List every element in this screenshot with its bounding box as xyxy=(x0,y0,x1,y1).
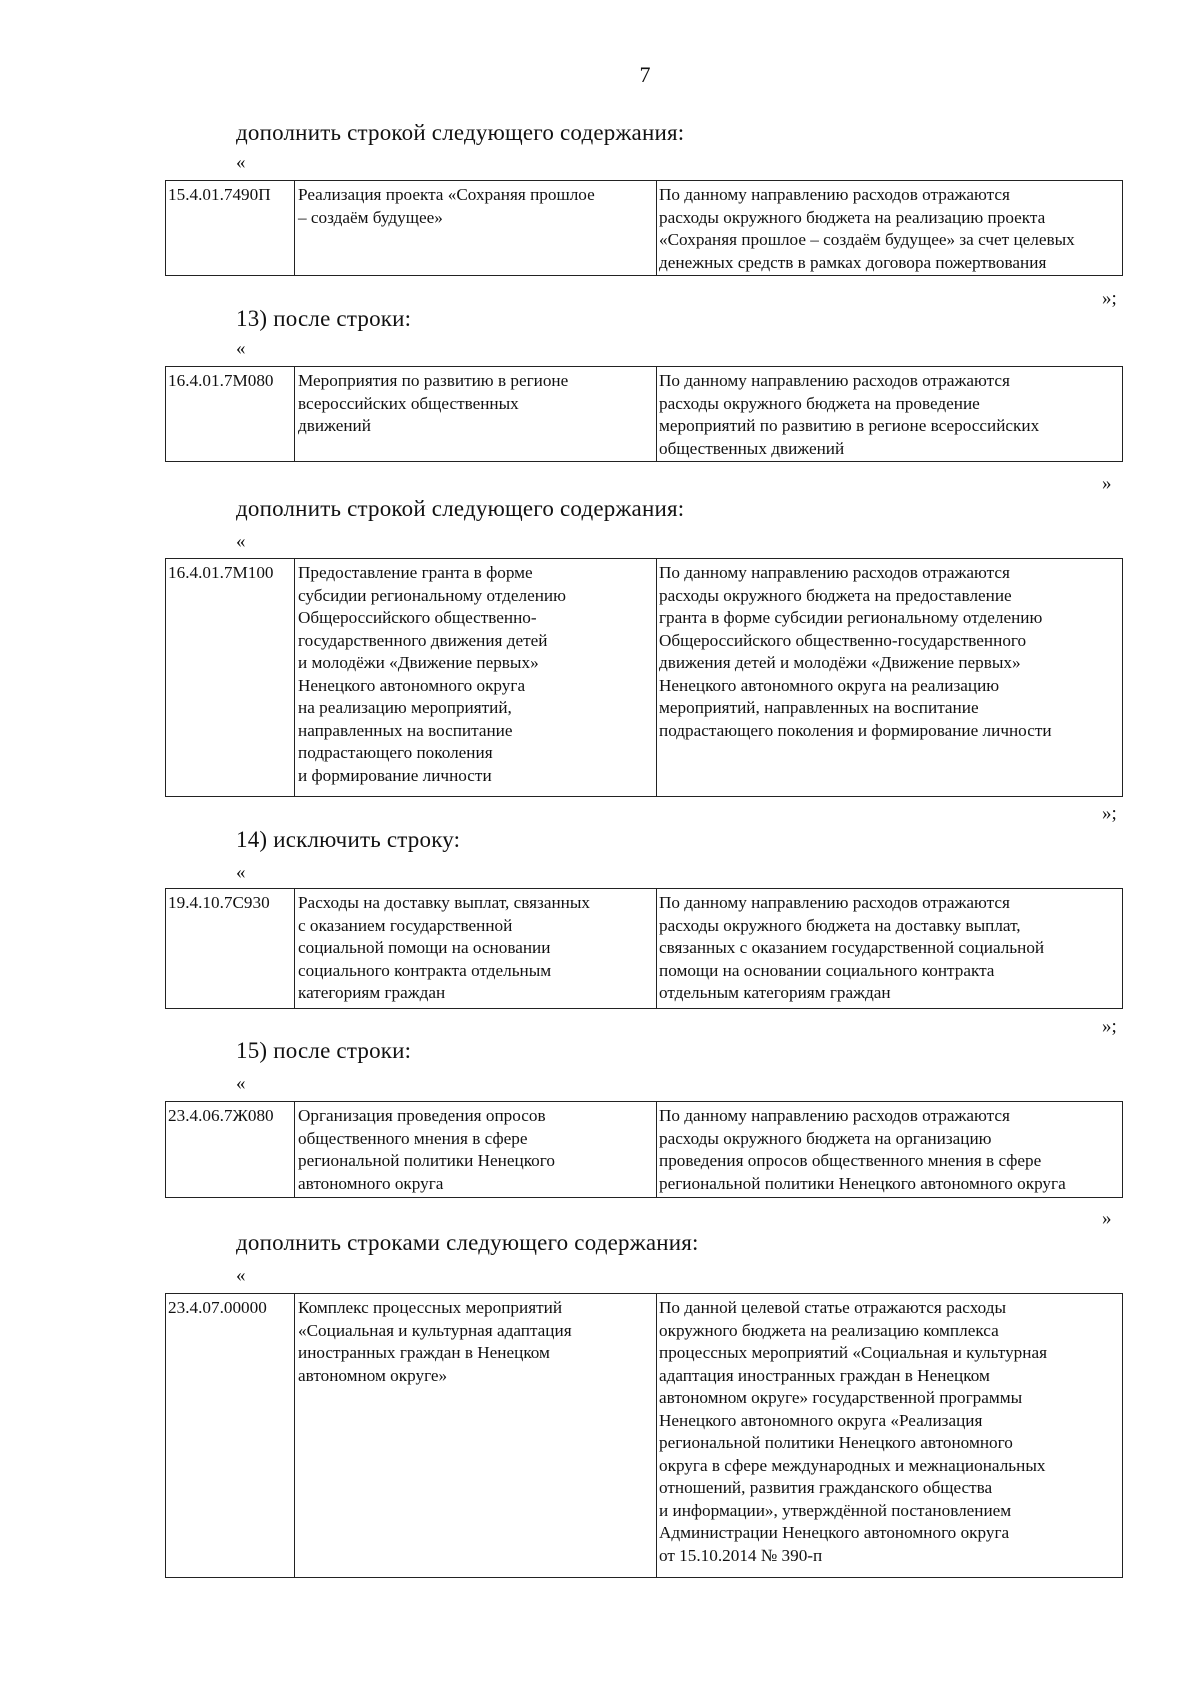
expense-description xyxy=(657,559,1123,797)
budget-row-table xyxy=(165,1293,1123,1578)
close-quote: » xyxy=(1102,473,1112,494)
section-heading: 13) после строки: xyxy=(236,306,412,331)
description-line: проведения опросов общественного мнения в сфере xyxy=(659,1151,1042,1170)
table-row xyxy=(166,1294,1123,1578)
name-line: и молодёжи «Движение первых» xyxy=(298,653,539,672)
description-line: расходы окружного бюджета на проведение xyxy=(659,393,980,413)
description-line: региональной политики Ненецкого автономного округа xyxy=(659,1173,1066,1193)
description-line: «Сохраняя прошлое – создаём будущее» за счет целевых xyxy=(659,230,1075,249)
description-line: расходы окружного бюджета на организацию xyxy=(659,1128,992,1148)
section-heading: дополнить строками следующего содержания: xyxy=(236,1230,699,1255)
target-article-name xyxy=(295,559,657,797)
description-line: По данной целевой статье отражаются расходы xyxy=(659,1298,1007,1317)
target-article-code: 16.4.01.7М080 xyxy=(166,367,295,462)
target-article-code: 16.4.01.7М100 xyxy=(166,559,295,797)
table-row xyxy=(166,367,1123,462)
description-line: общественных движений xyxy=(659,438,845,458)
name-line: Предоставление гранта в форме xyxy=(298,563,533,582)
open-quote: « xyxy=(236,531,246,552)
close-quote: » xyxy=(1102,1208,1112,1229)
budget-row-table xyxy=(165,888,1123,1009)
budget-row-table xyxy=(165,366,1123,462)
description-line: помощи на основании социального контракта xyxy=(659,960,995,980)
name-line: подрастающего поколения xyxy=(298,743,493,762)
name-line: «Социальная и культурная адаптация xyxy=(298,1320,572,1340)
description-line: денежных средств в рамках договора пожертвования xyxy=(659,252,1047,272)
open-quote: « xyxy=(236,1265,246,1286)
section-heading: дополнить строкой следующего содержания: xyxy=(236,120,685,145)
name-line: – создаём будущее» xyxy=(298,207,443,227)
description-line: региональной политики Ненецкого автономного xyxy=(659,1433,1013,1452)
name-line: движений xyxy=(298,416,371,435)
description-line: и информации», утверждённой постановлением xyxy=(659,1500,1012,1520)
name-line: всероссийских общественных xyxy=(298,393,519,413)
name-line: Реализация проекта «Сохраняя прошлое xyxy=(298,185,595,204)
name-line: субсидии региональному отделению xyxy=(298,585,566,605)
name-line: категориям граждан xyxy=(298,983,446,1002)
table-row xyxy=(166,889,1123,1009)
target-article-code: 23.4.07.00000 xyxy=(166,1294,295,1578)
budget-row-table xyxy=(165,180,1123,276)
target-article-code: 23.4.06.7Ж080 xyxy=(166,1102,295,1198)
section-heading: 15) после строки: xyxy=(236,1038,412,1063)
description-line: процессных мероприятий «Социальная и культурная xyxy=(659,1343,1048,1362)
budget-row-table xyxy=(165,1101,1123,1198)
description-line: По данному направлению расходов отражаются xyxy=(659,893,1010,912)
open-quote: « xyxy=(236,338,246,359)
target-article-code: 15.4.01.7490П xyxy=(166,181,295,276)
name-line: с оказанием государственной xyxy=(298,915,513,935)
name-line: направленных на воспитание xyxy=(298,720,513,740)
close-quote: »; xyxy=(1102,1016,1117,1037)
target-article-name xyxy=(295,1294,657,1578)
description-line: расходы окружного бюджета на предоставление xyxy=(659,585,1012,605)
target-article-name xyxy=(295,181,657,276)
open-quote: « xyxy=(236,1073,246,1094)
description-line: округа в сфере международных и межнациональных xyxy=(659,1455,1046,1475)
table-row xyxy=(166,559,1123,797)
description-line: расходы окружного бюджета на доставку выплат, xyxy=(659,915,1021,935)
name-line: Ненецкого автономного округа xyxy=(298,675,526,695)
description-line: По данному направлению расходов отражаются xyxy=(659,563,1010,582)
budget-row-table xyxy=(165,558,1123,797)
table-row xyxy=(166,181,1123,276)
description-line: адаптация иностранных граждан в Ненецком xyxy=(659,1365,990,1385)
name-line: и формирование личности xyxy=(298,765,492,785)
close-quote: »; xyxy=(1102,803,1117,824)
section-heading: 14) исключить строку: xyxy=(236,827,461,852)
description-line: движения детей и молодёжи «Движение первых» xyxy=(659,653,1021,672)
target-article-code: 19.4.10.7С930 xyxy=(166,889,295,1009)
description-line: автономном округе» государственной программы xyxy=(659,1388,1023,1407)
description-line: гранта в форме субсидии региональному отделению xyxy=(659,608,1043,627)
target-article-name xyxy=(295,889,657,1009)
name-line: Общероссийского общественно- xyxy=(298,608,537,627)
description-line: от 15.10.2014 № 390-п xyxy=(659,1545,823,1565)
description-line: отношений, развития гражданского общества xyxy=(659,1478,993,1497)
name-line: автономного округа xyxy=(298,1173,444,1193)
name-line: социального контракта отдельным xyxy=(298,960,552,980)
name-line: Организация проведения опросов xyxy=(298,1106,546,1125)
description-line: Ненецкого автономного округа на реализацию xyxy=(659,675,1000,695)
name-line: региональной политики Ненецкого xyxy=(298,1151,555,1170)
description-line: По данному направлению расходов отражаются xyxy=(659,371,1010,390)
name-line: государственного движения детей xyxy=(298,630,548,650)
expense-description xyxy=(657,1294,1123,1578)
expense-description xyxy=(657,889,1123,1009)
description-line: Общероссийского общественно-государственного xyxy=(659,630,1027,650)
description-line: подрастающего поколения и формирование личности xyxy=(659,720,1052,740)
page-number: 7 xyxy=(639,62,651,87)
description-line: По данному направлению расходов отражаются xyxy=(659,1106,1010,1125)
section-heading: дополнить строкой следующего содержания: xyxy=(236,496,685,521)
description-line: Администрации Ненецкого автономного округа xyxy=(659,1523,1010,1542)
description-line: связанных с оказанием государственной социальной xyxy=(659,938,1045,957)
description-line: Ненецкого автономного округа «Реализация xyxy=(659,1410,983,1430)
open-quote: « xyxy=(236,862,246,883)
description-line: мероприятий по развитию в регионе всероссийских xyxy=(659,416,1040,435)
open-quote: « xyxy=(236,152,246,173)
close-quote: »; xyxy=(1102,288,1117,309)
name-line: общественного мнения в сфере xyxy=(298,1128,528,1148)
name-line: на реализацию мероприятий, xyxy=(298,698,512,717)
description-line: мероприятий, направленных на воспитание xyxy=(659,698,979,717)
description-line: отдельным категориям граждан xyxy=(659,983,891,1002)
expense-description xyxy=(657,367,1123,462)
name-line: Расходы на доставку выплат, связанных xyxy=(298,893,591,912)
name-line: Комплекс процессных мероприятий xyxy=(298,1298,563,1317)
expense-description xyxy=(657,1102,1123,1198)
table-row xyxy=(166,1102,1123,1198)
target-article-name xyxy=(295,367,657,462)
description-line: расходы окружного бюджета на реализацию проекта xyxy=(659,207,1046,227)
name-line: автономном округе» xyxy=(298,1365,448,1385)
name-line: Мероприятия по развитию в регионе xyxy=(298,371,569,390)
description-line: окружного бюджета на реализацию комплекса xyxy=(659,1320,999,1340)
description-line: По данному направлению расходов отражаются xyxy=(659,185,1010,204)
name-line: иностранных граждан в Ненецком xyxy=(298,1343,550,1362)
target-article-name xyxy=(295,1102,657,1198)
expense-description xyxy=(657,181,1123,276)
name-line: социальной помощи на основании xyxy=(298,938,551,957)
